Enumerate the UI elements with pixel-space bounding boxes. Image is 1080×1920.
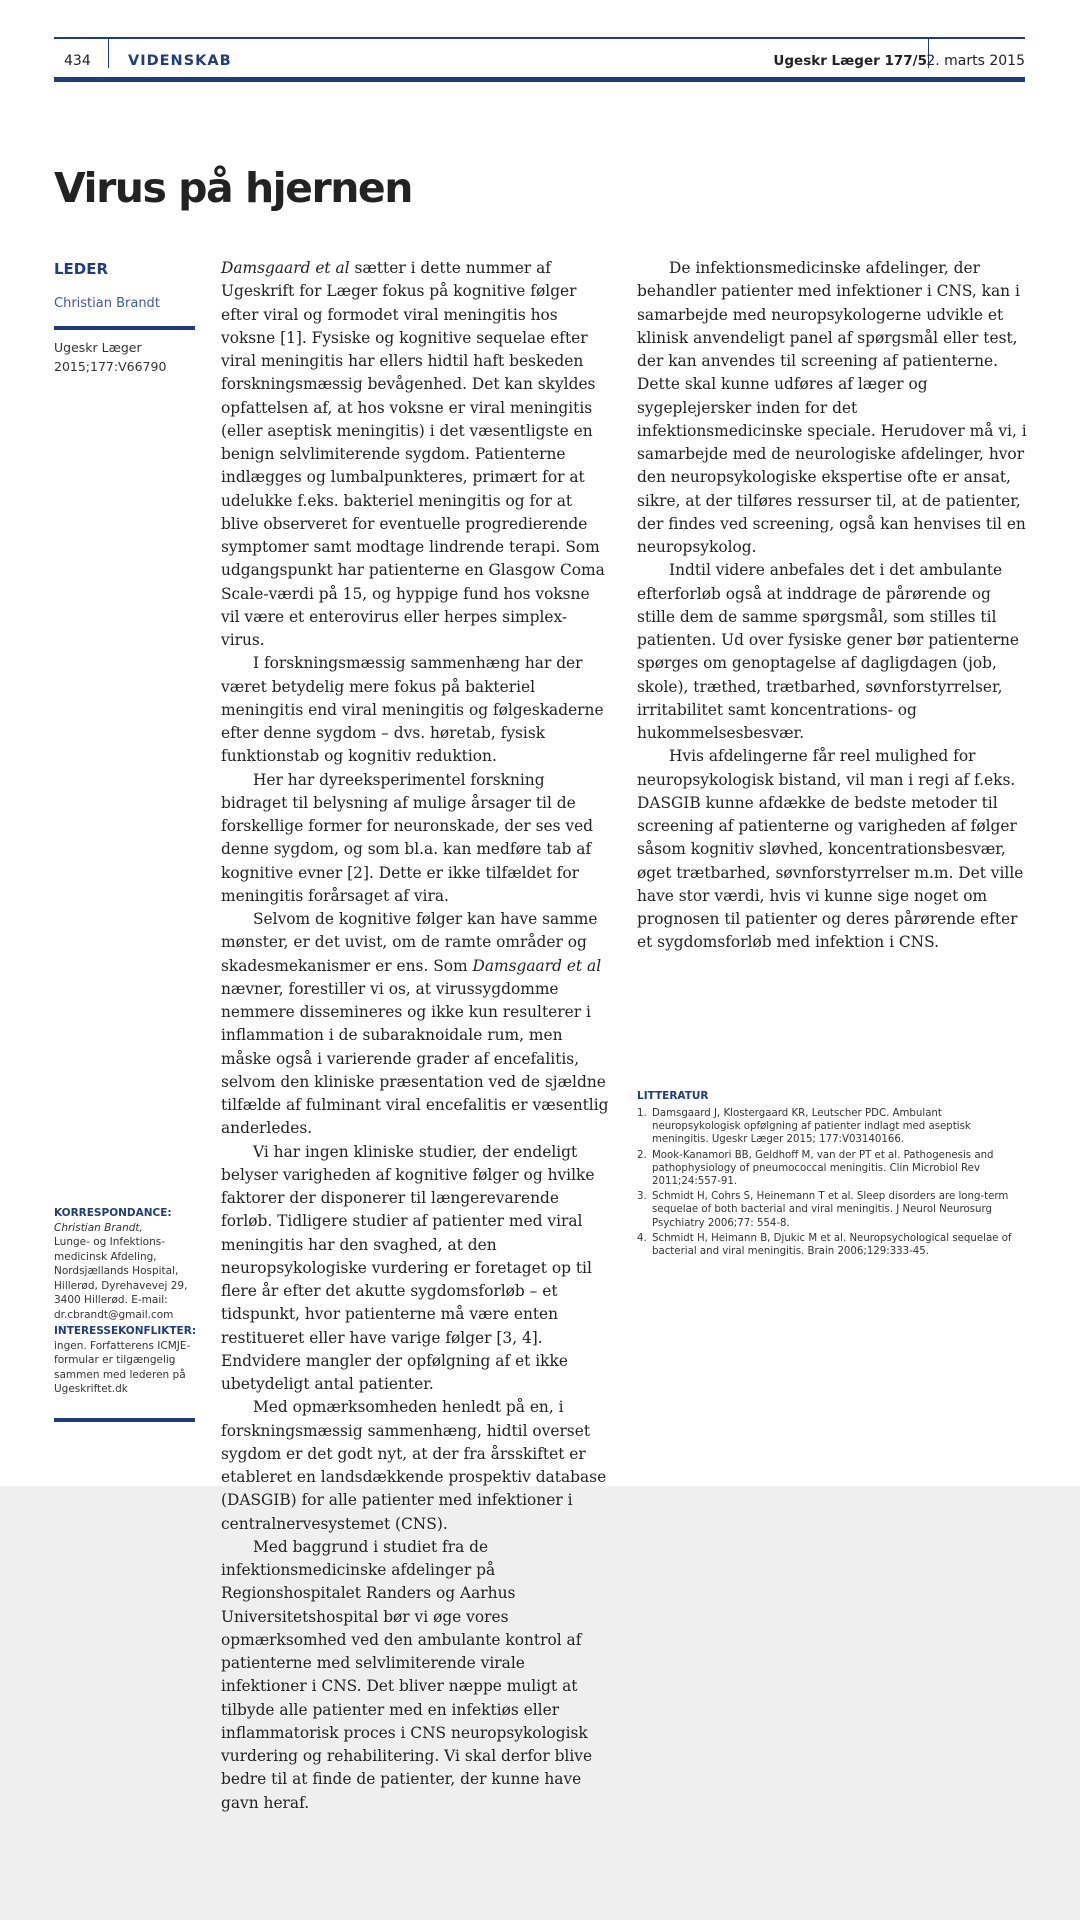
references-section xyxy=(637,1090,1025,1260)
conflicts-line: ingen. Forfatterens ICMJE- xyxy=(54,1339,191,1352)
issue-date: 2. marts 2015 xyxy=(926,53,1025,69)
correspondence-line: Lunge- og Infektions- xyxy=(54,1236,166,1248)
reference-item xyxy=(637,1149,1025,1189)
author-reference: Damsgaard et al xyxy=(221,259,350,277)
sidebar-bottom-rule xyxy=(54,1418,195,1422)
reference-item xyxy=(637,1190,1025,1230)
reference-number: 4. xyxy=(637,1232,647,1244)
body-paragraph xyxy=(221,257,609,652)
body-paragraph: Hvis afdelingerne får reel mulighed for neuropsykologisk bistand, vil man i regi af f.eks. DASGIB kunne afdække de bedste metoder til screening af patienterne og varigheden af følger såsom kognitiv sløvhed, koncentrationsbesvær, øget trætbarhed, søvnforstyrrelser m.m. Det ville have stor værdi, hvis vi kunne sige noget om prognosen til patienter og deres pårørende efter et sygdomsforløb med infektion i CNS. xyxy=(637,747,1024,952)
paragraph-text: Selvom de kognitive følger kan have samme mønster, er det uvist, om de ramte områder og skadesmekanismer er ens. Som xyxy=(221,910,598,975)
sidebar-rule xyxy=(54,326,195,330)
body-paragraph: Indtil videre anbefales det i det ambulante efterforløb også at inddrage de pårørende og stille dem de samme spørgsmål, som stilles til patienten. Ud over fysiske gener bør patienterne spørges om genoptagelse af dagligdagen (job, skole), træthed, trætbarhed, søvnforstyrrelser, irritabilitet samt koncentrations- og hukommelsesbesvær. xyxy=(637,561,1020,742)
conflicts-line: formular er tilgængelig xyxy=(54,1354,176,1366)
correspondence-block xyxy=(54,1206,197,1397)
reference-text: Damsgaard J, Klostergaard KR, Leutscher PDC. Ambulant neuropsykologisk opfølgning af patienter indlagt med aseptisk meningitis. Ugeskr Læger 2015; 177:V03140166. xyxy=(652,1108,971,1146)
body-paragraph: Med baggrund i studiet fra de infektionsmedicinske afdelinger på Regionshospitalet Randers og Aarhus Universitetshospital bør vi øge vores opmærksomhed ved den ambulante kontrol af patienterne med selvlimiterende virale infektioner i CNS. Det bliver næppe muligt at tilbyde alle patienter med en infektiøs eller inflammatorisk proces i CNS neuropsykologisk vurdering og rehabilitering. Vi skal derfor blive bedre til at finde de patienter, der kunne have gavn heraf. xyxy=(221,1537,593,1812)
reference-text: Schmidt H, Heimann B, Djukic M et al. Neuropsychological sequelae of bacterial and viral meningitis. Brain 2006;129:333-45. xyxy=(652,1232,1012,1258)
correspondence-line: Nordsjællands Hospital, xyxy=(54,1265,179,1277)
conflicts-line: sammen med lederen på xyxy=(54,1368,186,1381)
section-label: VIDENSKAB xyxy=(128,53,232,69)
correspondence-email[interactable]: dr.cbrandt@gmail.com xyxy=(54,1308,174,1321)
header-divider xyxy=(108,39,109,68)
correspondence-line: Christian Brandt, xyxy=(54,1221,143,1234)
correspondence-line: medicinsk Afdeling, xyxy=(54,1250,157,1263)
author-reference: Damsgaard et al xyxy=(472,956,602,975)
citation-line: Ugeskr Læger xyxy=(54,340,142,355)
conflicts-label: INTERESSEKONFLIKTER: xyxy=(54,1325,197,1337)
body-paragraph: Vi har ingen kliniske studier, der endeligt belyser varigheden af kognitive følger og hvilke faktorer der disponerer til længerevarende forløb. Tidligere studier af patienter med viral meningitis har den svaghed, at den neuropsykologiske vurdering er foretaget op til flere år efter det akutte sygdomsforløb – et tidspunkt, hvor patienterne må være enten restitueret eller have varige følger [3, 4]. Endvidere mangler der opfølgning af et ikke ubetydeligt antal patienter. xyxy=(221,1142,595,1393)
references-title: LITTERATUR xyxy=(637,1090,709,1102)
citation xyxy=(54,338,194,376)
citation-line: 2015;177:V66790 xyxy=(54,359,167,374)
reference-item xyxy=(637,1232,1025,1258)
reference-text: Mook-Kanamori BB, Geldhoff M, van der PT et al. Pathogenesis and pathophysiology of pneumococcal meningitis. Clin Microbiol Rev 2011;24:557-91. xyxy=(652,1149,994,1188)
paragraph-text: sætter i dette nummer af Ugeskrift for Læger fokus på kognitive følger efter viral og formodet viral meningitis hos voksne [1]. Fysiske og kognitive sequelae efter viral meningitis har ellers hidtil haft beskeden forskningsmæssig bevågenhed. Det kan skyldes opfattelsen af, at hos voksne er viral meningitis (eller aseptisk meningitis) i det væsentligste en benign selvlimiterende sygdom. Patienterne indlægges og lumbalpunkteres, primært for at udelukke f.eks. bakteriel meningitis og for at blive observeret for eventuelle progredierende symptomer samt modtage lindrende terapi. Som udgangspunkt har patienterne en Glasgow Coma Scale-værdi på 15, og hyppige fund hos voksne vil være et enterovirus eller herpes simplex-virus. xyxy=(221,259,605,649)
reference-number: 3. xyxy=(637,1191,647,1203)
article-title: Virus på hjernen xyxy=(54,164,412,212)
body-paragraph xyxy=(221,908,609,1141)
reference-number: 2. xyxy=(637,1149,647,1161)
correspondence-line: 3400 Hillerød. E-mail: xyxy=(54,1294,168,1306)
body-column-left xyxy=(221,257,609,1815)
correspondence-label: KORRESPONDANCE: xyxy=(54,1207,172,1219)
paragraph-text: nævner, forestiller vi os, at virussygdomme nemmere dissemineres og ikke kun resulterer i inflammation i de subaraknoidale rum, men måske også i varierende grader af encefalitis, selvom den kliniske præsentation ved de sjældne tilfælde af fulminant viral encefalitis er væsentlig anderledes. xyxy=(221,979,609,1138)
reference-number: 1. xyxy=(637,1108,647,1119)
author-name[interactable]: Christian Brandt xyxy=(54,296,160,311)
body-paragraph: Med opmærksomheden henledt på en, i forskningsmæssig sammenhæng, hidtil overset sygdom er det godt nyt, at der fra årsskiftet er etableret en landsdækkende prospektiv database (DASGIB) for alle patienter med infektioner i centralnervesystemet (CNS). xyxy=(221,1398,607,1533)
header-bottom-rule xyxy=(54,77,1025,82)
body-paragraph: Her har dyreeksperimentel forskning bidraget til belysning af mulige årsager til de forskellige former for neuronskade, der ses ved denne sygdom, og som bl.a. kan medføre tab af kognitive evner [2]. Dette er ikke tilfældet for meningitis forårsaget af vira. xyxy=(221,770,594,905)
reference-item xyxy=(637,1107,1025,1147)
header-top-rule xyxy=(54,37,1025,39)
body-column-right xyxy=(637,257,1027,955)
references-list xyxy=(637,1107,1025,1258)
body-paragraph: De infektionsmedicinske afdelinger, der behandler patienter med infektioner i CNS, kan i samarbejde med neuropsykologerne udvikle et klinisk anvendeligt panel af spørgsmål eller test, der kan anvendes til screening af patienterne. Dette skal kunne udføres af læger og sygeplejersker inden for det infektionsmedicinske speciale. Herudover må vi, i samarbejde med de neurologiske afdelinger, hvor den neuropsykologiske ekspertise ofte er ansat, sikre, at der tilføres ressurser til, at de patienter, der findes ved screening, også kan henvises til en neuropsykolog. xyxy=(637,259,1027,556)
journal-label: Ugeskr Læger 177/5 xyxy=(773,53,927,69)
correspondence-line: Hillerød, Dyrehavevej 29, xyxy=(54,1279,188,1292)
conflicts-link[interactable]: Ugeskriftet.dk xyxy=(54,1383,128,1395)
article-category: LEDER xyxy=(54,260,109,278)
reference-text: Schmidt H, Cohrs S, Heinemann T et al. Sleep disorders are long-term sequelae of both bacterial and viral meningitis. J Neurol Neurosurg Psychiatry 2006;77: 554-8. xyxy=(652,1191,1009,1229)
page-number: 434 xyxy=(64,53,91,69)
body-paragraph: I forskningsmæssig sammenhæng har der været betydelig mere fokus på bakteriel meningitis end viral meningitis og følgeskaderne efter denne sygdom – dvs. høretab, fysisk funktionstab og kognitiv reduktion. xyxy=(221,654,604,766)
